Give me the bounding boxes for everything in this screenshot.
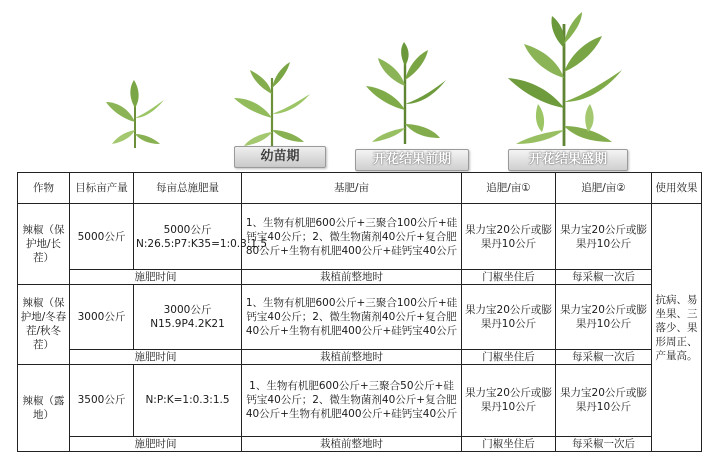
seedling-plant-illustration-1 [100,78,170,150]
full-flowering-stage-label: 开花结果盛期 [508,149,628,171]
basal-fertilizer-cell: 1、生物有机肥600公斤+三聚合100公斤+硅钙宝40公斤；2、微生物菌剂40公斤+复合肥40公斤+生物有机肥400公斤+硅钙宝40公斤 [242,284,462,349]
basal-fertilizer-cell: 1、生物有机肥600公斤+三聚合100公斤+硅钙宝40公斤；2、微生物菌剂40公斤+复合肥80公斤+生物有机肥400公斤+硅钙宝40公斤 [242,204,462,269]
total-fertilizer-cell: 5000公斤 N:26.5:P7:K35=1:0.3:1.5 [134,204,242,269]
table-row [18,284,702,349]
header-basal-fertilizer: 基肥/亩 [242,173,462,204]
header-topdressing-1: 追肥/亩① [462,173,556,204]
fertilization-table [17,172,702,452]
yield-cell: 5000公斤 [70,204,134,269]
crop-cell: 辣椒（露地） [18,365,70,452]
header-total-fertilizer: 每亩总施肥量 [134,173,242,204]
table-row [18,365,702,437]
timing-basal: 栽植前整地时 [242,269,462,284]
seedling-plant-illustration-2 [230,58,314,150]
timing-topdressing-2: 每采椒一次后 [556,349,652,364]
basal-fertilizer-cell: 1、生物有机肥600公斤+三聚合50公斤+硅钙宝40公斤；2、微生物菌剂40公斤+复合肥40公斤+生物有机肥400公斤+硅钙宝40公斤 [242,365,462,437]
topdressing-1-cell: 果力宝20公斤或膨果丹10公斤 [462,365,556,437]
table-header-row [18,173,702,204]
topdressing-1-cell: 果力宝20公斤或膨果丹10公斤 [462,204,556,269]
crop-cell: 辣椒（保护地/冬春茬/秋冬茬） [18,284,70,364]
seedling-stage-label: 幼苗期 [234,146,326,168]
total-fertilizer-cell: N:P:K=1:0.3:1.5 [134,365,242,437]
crop-cell: 辣椒（保护地/长茬） [18,204,70,284]
topdressing-2-cell: 果力宝20公斤或膨果丹10公斤 [556,204,652,269]
effect-cell: 抗病、易坐果、三落少、果形周正、产量高。 [652,204,702,452]
timing-row [18,436,702,451]
yield-cell: 3000公斤 [70,284,134,349]
timing-row [18,349,702,364]
header-topdressing-2: 追肥/亩② [556,173,652,204]
header-target-yield: 目标亩产量 [70,173,134,204]
yield-cell: 3500公斤 [70,365,134,437]
timing-topdressing-1: 门椒坐住后 [462,269,556,284]
timing-topdressing-1: 门椒坐住后 [462,349,556,364]
topdressing-2-cell: 果力宝20公斤或膨果丹10公斤 [556,284,652,349]
full-flowering-plant-illustration [498,8,630,148]
header-crop: 作物 [18,173,70,204]
total-fertilizer-cell: 3000公斤 N15.9P4.2K21 [134,284,242,349]
topdressing-2-cell: 果力宝20公斤或膨果丹10公斤 [556,365,652,437]
pre-flowering-plant-illustration [360,40,450,146]
timing-topdressing-2: 每采椒一次后 [556,269,652,284]
growth-stage-illustration [0,0,714,172]
table-row [18,204,702,269]
header-effect: 使用效果 [652,173,702,204]
timing-label: 施肥时间 [70,269,242,284]
timing-basal: 栽植前整地时 [242,436,462,451]
topdressing-1-cell: 果力宝20公斤或膨果丹10公斤 [462,284,556,349]
timing-topdressing-2: 每采椒一次后 [556,436,652,451]
timing-label: 施肥时间 [70,436,242,451]
pre-flowering-stage-label: 开花结果前期 [355,149,469,171]
timing-row [18,269,702,284]
timing-topdressing-1: 门椒坐住后 [462,436,556,451]
timing-basal: 栽植前整地时 [242,349,462,364]
timing-label: 施肥时间 [70,349,242,364]
